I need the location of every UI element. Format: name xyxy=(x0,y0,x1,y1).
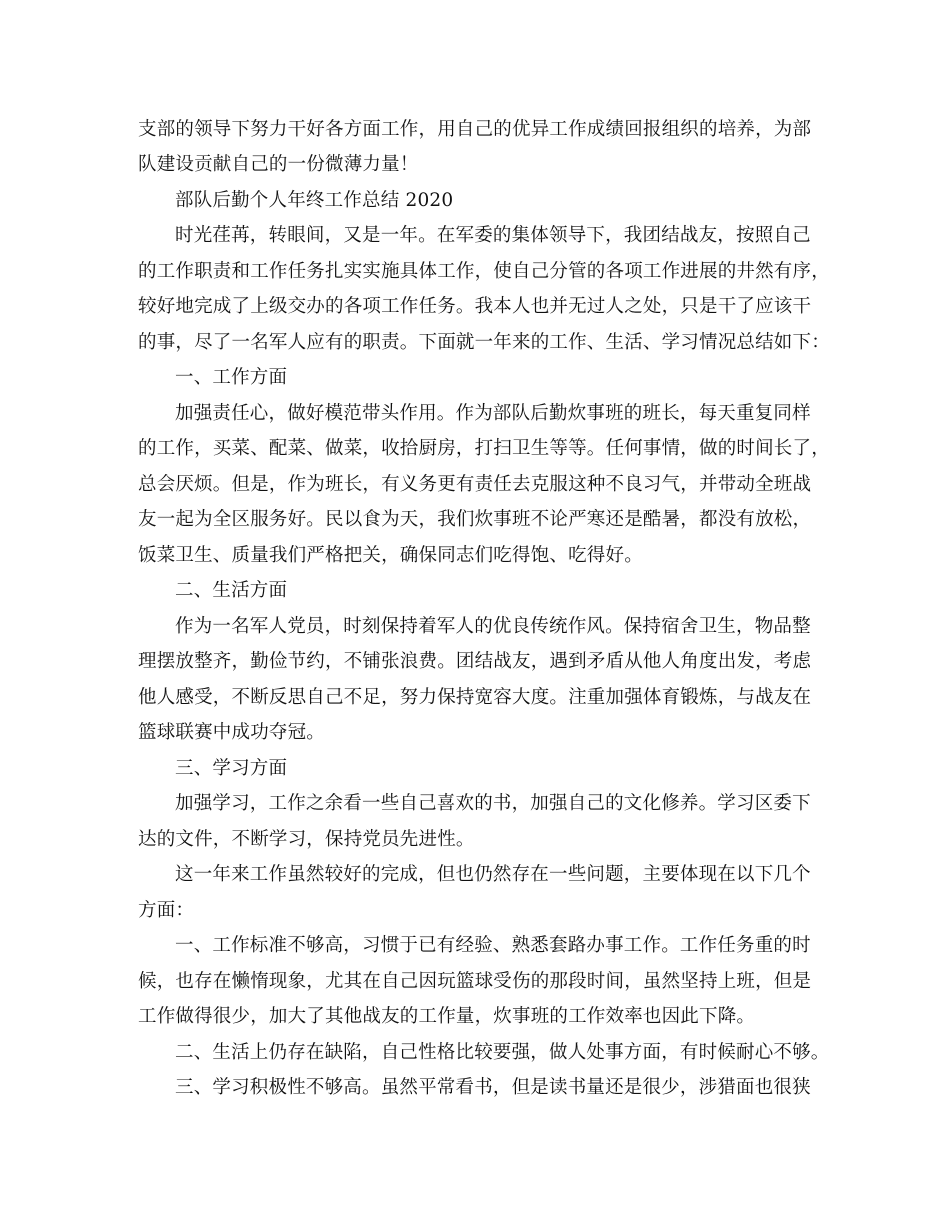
paragraph-start: 加强学习，工作之余看一些自己喜欢的书，加强自己的文化修养。学习区委下 xyxy=(175,793,811,814)
text-line: 篮球联赛中成功夺冠。 xyxy=(138,722,326,743)
text-line: 的事，尽了一名军人应有的职责。下面就一年来的工作、生活、学习情况总结如下： xyxy=(138,332,830,353)
text-line: 候，也存在懒惰现象，尤其在自己因玩篮球受伤的那段时间，虽然坚持上班，但是 xyxy=(138,971,812,992)
text-line: 支部的领导下努力干好各方面工作，用自己的优异工作成绩回报组织的培养，为部 xyxy=(138,119,812,140)
paragraph-start: 一、工作标准不够高，习惯于已有经验、熟悉套路办事工作。工作任务重的时 xyxy=(175,935,811,956)
paragraph-start: 这一年来工作虽然较好的完成，但也仍然存在一些问题，主要体现在以下几个 xyxy=(175,864,811,885)
text-line: 总会厌烦。但是，作为班长，有义务更有责任去克服这种不良习气，并带动全班战 xyxy=(138,474,812,495)
text-line: 友一起为全区服务好。民以食为天，我们炊事班不论严寒还是酷暑，都没有放松， xyxy=(138,509,812,530)
paragraph-start: 二、生活上仍存在缺陷，自己性格比较要强，做人处事方面，有时候耐心不够。 xyxy=(175,1042,830,1063)
paragraph-start: 三、学习积极性不够高。虽然平常看书，但是读书量还是很少，涉猎面也很狭 xyxy=(175,1077,811,1098)
text-line: 较好地完成了上级交办的各项工作任务。我本人也并无过人之处，只是干了应该干 xyxy=(138,296,812,317)
paragraph-start: 加强责任心，做好模范带头作用。作为部队后勤炊事班的班长，每天重复同样 xyxy=(175,403,811,424)
text-line: 饭菜卫生、质量我们严格把关，确保同志们吃得饱、吃得好。 xyxy=(138,545,643,566)
text-line: 工作做得很少，加大了其他战友的工作量，炊事班的工作效率也因此下降。 xyxy=(138,1006,756,1027)
text-line: 方面： xyxy=(138,900,195,921)
section-heading: 部队后勤个人年终工作总结 2020 xyxy=(175,190,454,211)
paragraph-start: 时光荏苒，转眼间，又是一年。在军委的集体领导下，我团结战友，按照自己 xyxy=(175,225,811,246)
paragraph-start: 作为一名军人党员，时刻保持着军人的优良传统作风。保持宿舍卫生，物品整 xyxy=(175,616,811,637)
section-heading: 三、学习方面 xyxy=(175,758,288,779)
text-line: 他人感受，不断反思自己不足，努力保持宽容大度。注重加强体育锻炼，与战友在 xyxy=(138,687,812,708)
text-line: 的工作职责和工作任务扎实实施具体工作，使自己分管的各项工作进展的井然有序， xyxy=(138,261,830,282)
section-heading: 二、生活方面 xyxy=(175,580,288,601)
text-line: 理摆放整齐，勤俭节约，不铺张浪费。团结战友，遇到矛盾从他人角度出发，考虑 xyxy=(138,651,812,672)
section-heading: 一、工作方面 xyxy=(175,367,288,388)
text-line: 的工作，买菜、配菜、做菜，收拾厨房，打扫卫生等等。任何事情，做的时间长了， xyxy=(138,438,830,459)
text-line: 达的文件，不断学习，保持党员先进性。 xyxy=(138,829,475,850)
text-line: 队建设贡献自己的一份微薄力量！ xyxy=(138,154,419,175)
